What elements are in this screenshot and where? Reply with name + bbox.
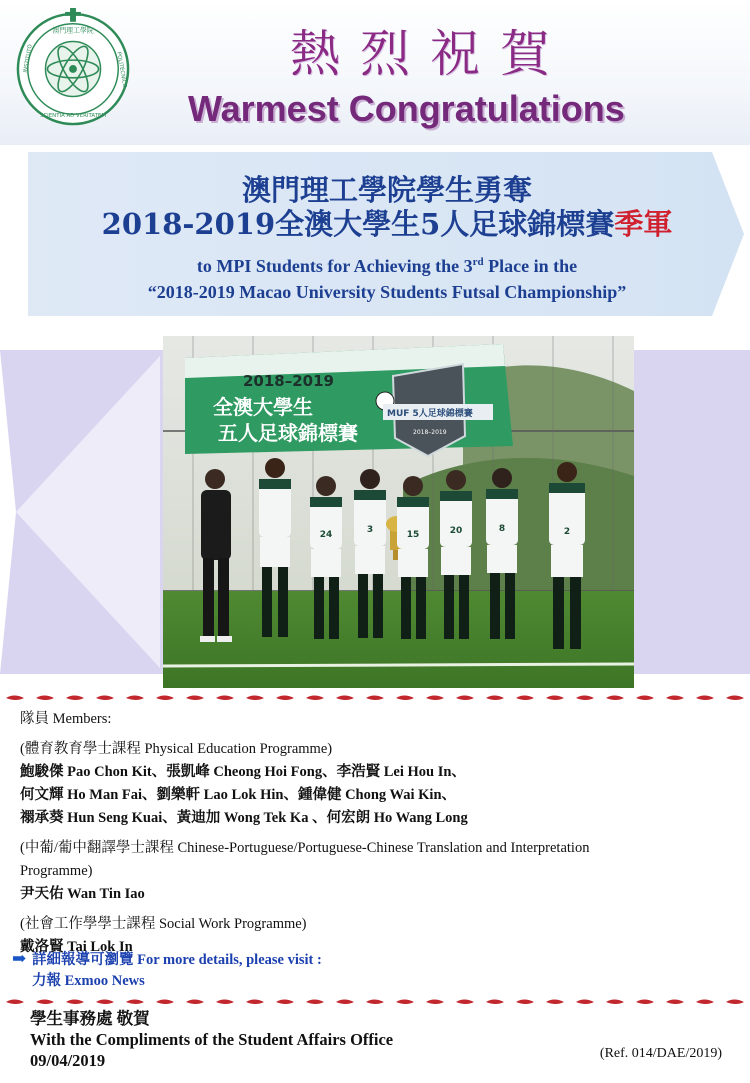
jersey-number: 15 (406, 530, 420, 540)
divider-stroke (96, 1000, 114, 1005)
divider-stroke (456, 696, 474, 701)
jersey-number: 24 (319, 530, 333, 540)
divider-stroke (486, 696, 504, 701)
divider-stroke (456, 1000, 474, 1005)
photo-badge-text: MUF 5人足球錦標賽 (387, 409, 473, 419)
divider-stroke (216, 1000, 234, 1005)
divider-stroke (36, 1000, 54, 1005)
banner-line-3-text: to MPI Students for Achieving the 3 (196, 256, 473, 276)
date: 09/04/2019 (30, 1051, 106, 1070)
svg-text:澳門理工學院: 澳門理工學院 (52, 26, 94, 35)
jersey-number: 8 (498, 524, 506, 534)
divider-stroke (126, 1000, 144, 1005)
divider-stroke (246, 696, 264, 701)
svg-text:SCIENTIA AD VERITATEM: SCIENTIA AD VERITATEM (40, 113, 106, 120)
divider-stroke (66, 696, 84, 701)
news-link[interactable]: 力報 Exmoo News (32, 973, 145, 989)
decorative-divider (6, 690, 744, 706)
divider-stroke (96, 696, 114, 701)
footer (30, 1008, 393, 1071)
member-line: 戴洛賢 Tai Lok In (20, 939, 133, 955)
divider-stroke (426, 696, 444, 701)
divider-stroke (186, 1000, 204, 1005)
jersey-number: 20 (449, 526, 463, 536)
photo-badge-year: 2018–2019 (413, 429, 447, 436)
divider-stroke (666, 1000, 684, 1005)
divider-stroke (486, 1000, 504, 1005)
congratulation-banner (28, 152, 746, 316)
banner-award: 季軍 (614, 207, 673, 241)
divider-stroke (126, 696, 144, 701)
office-english: With the Compliments of the Student Affairs Office (30, 1030, 394, 1049)
divider-stroke (66, 1000, 84, 1005)
photo-banner-line-1: 全澳大學生 (213, 395, 313, 419)
title-english: Warmest Congratulations (188, 88, 625, 129)
divider-stroke (546, 696, 564, 701)
divider-stroke (366, 1000, 384, 1005)
more-details (12, 948, 322, 992)
team-photo-illustration (163, 336, 634, 688)
divider-stroke (396, 1000, 414, 1005)
photo-banner-line-2: 五人足球錦標賽 (218, 421, 358, 445)
banner-event-name: 2018-2019全澳大學生5人足球錦標賽 (101, 207, 615, 241)
divider-stroke (216, 696, 234, 701)
divider-stroke (636, 696, 654, 701)
divider-stroke (6, 696, 24, 701)
banner-line-4: “2018-2019 Macao University Students Futsal Championship” (147, 282, 627, 302)
more-details-text: 詳細報導可瀏覽 For more details, please visit : (32, 952, 322, 968)
banner-line-3-rest: Place in the (483, 256, 578, 276)
arrow-right-icon: ➡ (12, 949, 27, 968)
header (0, 0, 750, 145)
svg-text:INSTITUTO: INSTITUTO (22, 43, 34, 74)
jersey-number: 3 (366, 525, 374, 535)
divider-stroke (696, 1000, 714, 1005)
divider-stroke (276, 696, 294, 701)
divider-stroke (546, 1000, 564, 1005)
divider-stroke (306, 1000, 324, 1005)
divider-stroke (696, 696, 714, 701)
divider-stroke (636, 1000, 654, 1005)
banner-line-3 (28, 256, 746, 277)
office-chinese: 學生事務處 敬賀 (30, 1009, 150, 1028)
divider-stroke (666, 696, 684, 701)
footer-divider (6, 995, 744, 1009)
divider-stroke (366, 696, 384, 701)
divider-stroke (606, 696, 624, 701)
divider-stroke (426, 1000, 444, 1005)
divider-stroke (276, 1000, 294, 1005)
institute-logo (14, 8, 132, 128)
team-photo (163, 336, 634, 688)
member-line: 何文輝 Ho Man Fai、劉樂軒 Lao Lok Hin、鍾偉健 Chong Wai Kin、 (20, 787, 457, 803)
banner-line-1: 澳門理工學院學生勇奪 (241, 173, 532, 207)
divider-stroke (336, 1000, 354, 1005)
programme-label-continued: Programme) (20, 863, 93, 879)
divider-stroke (156, 1000, 174, 1005)
programme-label: (社會工作學學士課程 Social Work Programme) (20, 916, 307, 932)
divider-stroke (336, 696, 354, 701)
divider-stroke (576, 1000, 594, 1005)
divider-stroke (606, 1000, 624, 1005)
divider-stroke (516, 696, 534, 701)
divider-stroke (726, 696, 744, 701)
title-chinese: 熱烈祝賀 (290, 25, 570, 83)
divider-stroke (246, 1000, 264, 1005)
members-section (20, 708, 735, 959)
divider-stroke (576, 696, 594, 701)
divider-stroke (6, 1000, 24, 1005)
member-line: 尹天佑 Wan Tin Iao (20, 886, 145, 902)
divider-stroke (516, 1000, 534, 1005)
programme-label: (體育教育學士課程 Physical Education Programme) (20, 741, 333, 757)
divider-stroke (306, 696, 324, 701)
member-line: 禤承葵 Hun Seng Kuai、黃迪加 Wong Tek Ka 、何宏朗 Ho Wang Long (20, 810, 468, 826)
photo-banner-year: 2018–2019 (243, 372, 334, 390)
divider-stroke (36, 696, 54, 701)
divider-stroke (186, 696, 204, 701)
svg-text:POLITÉCNICO: POLITÉCNICO (115, 51, 128, 89)
member-line: 鮑駿傑 Pao Chon Kit、張凱峰 Cheong Hoi Fong、李浩賢 Lei Hou In、 (20, 764, 466, 780)
reference-number: (Ref. 014/DAE/2019) (599, 1046, 722, 1061)
banner-line-2 (28, 202, 746, 243)
divider-stroke (726, 1000, 744, 1005)
divider-stroke (396, 696, 414, 701)
members-heading: 隊員 Members: (20, 711, 112, 727)
jersey-number: 2 (563, 527, 571, 537)
divider-stroke (156, 696, 174, 701)
banner-superscript: rd (472, 256, 484, 268)
programme-label: (中葡/葡中翻譯學士課程 Chinese-Portuguese/Portuguese-Chinese Translation and Interpretation (20, 840, 590, 856)
